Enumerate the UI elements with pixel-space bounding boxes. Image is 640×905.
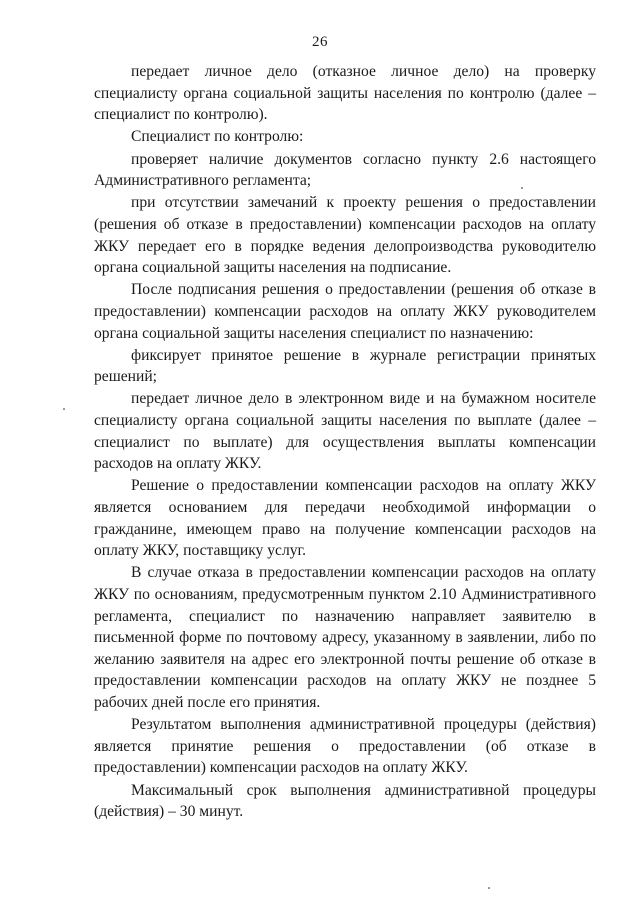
paragraph-9: В случае отказа в предоставлении компенсации расходов на оплату ЖКУ по основаниям, предусмотренным пунктом 2.10 Административного регламента, специалист по назначению направляет заявителю в письменной форме по почтовому адресу, указанному в заявлении, либо по желанию заявителя на адрес его электронной почты решение об отказе в предоставлении компенсации расходов на оплату ЖКУ не позднее 5 рабочих дней после его принятия. xyxy=(94,564,596,711)
paragraph-7: передает личное дело в электронном виде и на бумажном носителе специалисту органа социальной защиты населения по выплате (далее – специалист по выплате) для осуществления выплаты компенсации расходов на оплату ЖКУ. xyxy=(94,390,596,473)
paragraph-2: Специалист по контролю: xyxy=(131,128,304,146)
paragraph-8: Решение о предоставлении компенсации расходов на оплату ЖКУ является основанием для передачи необходимой информации о гражданине, имеющем право на получение компенсации расходов на оплату ЖКУ, поставщику услуг. xyxy=(94,477,596,560)
scan-speck xyxy=(488,887,490,889)
document-body xyxy=(94,61,596,823)
paragraph-6: фиксирует принятое решение в журнале регистрации принятых решений; xyxy=(94,346,596,386)
paragraph-3: проверяет наличие документов согласно пункту 2.6 настоящего Административного регламента; xyxy=(94,150,596,190)
scan-speck xyxy=(521,187,523,189)
page-number: 26 xyxy=(312,34,328,50)
paragraph-11: Максимальный срок выполнения административной процедуры (действия) – 30 минут. xyxy=(94,781,596,821)
paragraph-5: После подписания решения о предоставлении (решения об отказе в предоставлении) компенсации расходов на оплату ЖКУ руководителем органа социальной защиты населения специалист по назначению: xyxy=(94,281,596,342)
paragraph-10: Результатом выполнения административной процедуры (действия) является принятие решения о предоставлении (об отказе в предоставлении) компенсации расходов на оплату ЖКУ. xyxy=(94,716,596,777)
paragraph-4: при отсутствии замечаний к проекту решения о предоставлении (решения об отказе в предоставлении) компенсации расходов на оплату ЖКУ передает его в порядке ведения делопроизводства руководителю органа социальной защиты населения на подписание. xyxy=(94,194,596,277)
paragraph-1: передает личное дело (отказное личное дело) на проверку специалисту органа социальной защиты населения по контролю (далее – специалист по контролю). xyxy=(94,63,596,124)
scan-speck xyxy=(63,408,65,410)
